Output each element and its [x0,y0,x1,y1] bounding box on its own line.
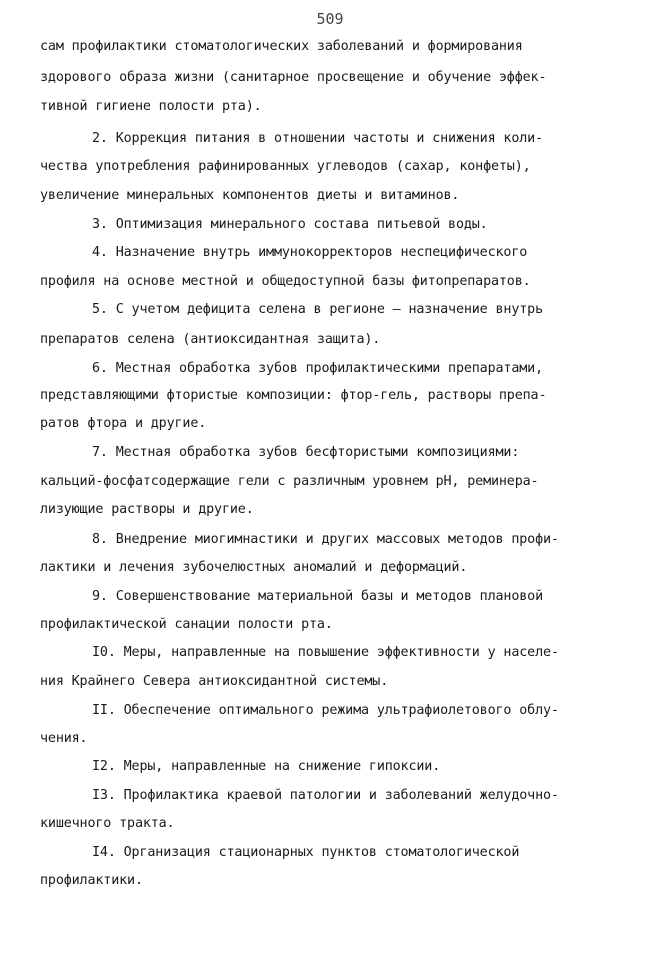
text-line: кишечного тракта. [40,816,175,831]
text-line: I2. Меры, направленные на снижение гипоксии. [92,759,441,774]
text-line: здорового образа жизни (санитарное просвещение и обучение эффек- [40,70,547,85]
text-line: профилактики. [40,873,143,888]
text-line: I3. Профилактика краевой патологии и заболеваний желудочно- [92,788,559,803]
text-line: 9. Совершенствование материальной базы и методов плановой [92,589,543,604]
text-line: II. Обеспечение оптимального режима ультрафиолетового облу- [92,703,559,718]
text-line: I0. Меры, направленные на повышение эффективности у населе- [92,645,559,660]
text-line: представляющими фтористые композиции: фтор-гель, растворы препа- [40,388,547,403]
text-line: 4. Назначение внутрь иммунокорректоров неспецифического [92,245,528,260]
text-line: чества употребления рафинированных углеводов (сахар, конфеты), [40,159,531,174]
text-line: ратов фтора и другие. [40,416,207,431]
text-line: лизующие растворы и другие. [40,502,254,517]
text-line: профилактической санации полости рта. [40,617,333,632]
text-line: ния Крайнего Севера антиоксидантной системы. [40,674,389,689]
text-line: 6. Местная обработка зубов профилактическими препаратами, [92,361,543,376]
text-line: 8. Внедрение миогимнастики и других массовых методов профи- [92,532,559,547]
text-line: сам профилактики стоматологических заболеваний и формирования [40,39,523,54]
text-line: 2. Коррекция питания в отношении частоты и снижения коли- [92,131,543,146]
text-line: препаратов селена (антиоксидантная защита). [40,332,381,347]
text-line: тивной гигиене полости рта). [40,99,262,114]
text-line: 7. Местная обработка зубов бесфтористыми композициями: [92,445,520,460]
text-line: профиля на основе местной и общедоступной базы фитопрепаратов. [40,274,531,289]
text-line: 3. Оптимизация минерального состава питьевой воды. [92,217,488,232]
text-line: I4. Организация стационарных пунктов стоматологической [92,845,520,860]
text-line: чения. [40,731,88,746]
text-line: кальций-фосфатсодержащие гели с различным уровнем pH, реминера- [40,474,539,489]
text-line: увеличение минеральных компонентов диеты и витаминов. [40,188,460,203]
text-line: 5. С учетом дефицита селена в регионе – назначение внутрь [92,302,543,317]
page-number: 509 [316,10,344,28]
text-line: лактики и лечения зубочелюстных аномалий и деформаций. [40,560,468,575]
